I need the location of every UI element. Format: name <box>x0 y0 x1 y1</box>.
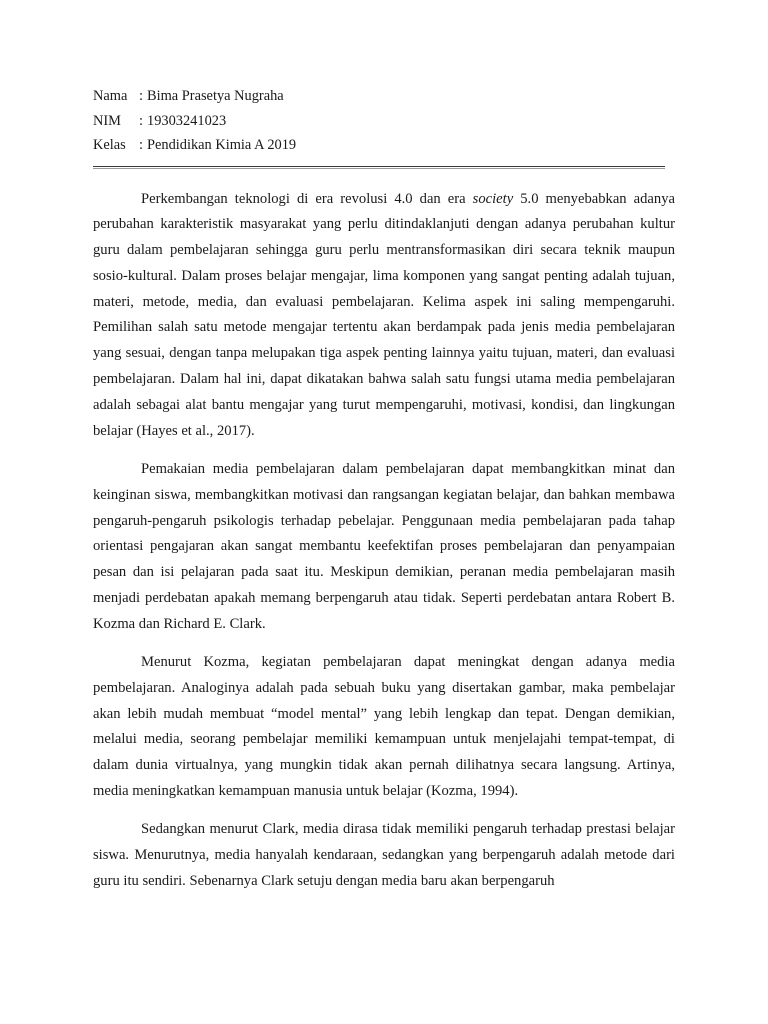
paragraph-1 <box>93 187 675 445</box>
name-separator: : <box>139 88 143 104</box>
nim-value: 19303241023 <box>147 112 227 129</box>
nim-label: NIM <box>93 112 121 129</box>
name-value: Bima Prasetya Nugraha <box>147 88 284 104</box>
paragraph-1-start: Perkembangan teknologi di era revolusi 4.0 dan era <box>141 190 473 207</box>
class-separator: : <box>139 137 143 153</box>
nim-separator: : <box>139 112 143 129</box>
paragraph-3: Menurut Kozma, kegiatan pembelajaran dapat meningkat dengan adanya media pembelajaran. Analoginya adalah pada sebuah buku yang disertakan gambar, maka pembelajar akan lebih mudah membuat “model mental” yang lebih lengkap dan tepat. Dengan demikian, melalui media, seorang pembelajar memiliki kemampuan untuk menjelajahi tempat-tempat, di dalam dunia virtualnya, yang mungkin tidak akan pernah dilihatnya secara langsung. Artinya, media meningkatkan kemampuan manusia untuk belajar (Kozma, 1994). <box>93 654 675 800</box>
essay-body <box>93 187 675 895</box>
paragraph-2: Pemakaian media pembelajaran dalam pembelajaran dapat membangkitkan minat dan keinginan siswa, membangkitkan motivasi dan rangsangan kegiatan belajar, dan bahkan membawa pengaruh-pengaruh psikologis terhadap pebelajar. Penggunaan media pembelajaran pada tahap orientasi pengajaran akan sangat membantu keefektifan proses pembelajaran dan penyampaian pesan dan isi pelajaran pada saat itu. Meskipun demikian, peranan media pembelajaran masih menjadi perdebatan apakah memang berpengaruh atau tidak. Seperti perdebatan antara Robert B. Kozma dan Richard E. Clark. <box>93 460 675 632</box>
class-label: Kelas <box>93 137 126 153</box>
student-info-header <box>93 84 658 158</box>
paragraph-1-rest: 5.0 menyebabkan adanya perubahan karakteristik masyarakat yang perlu ditindaklanjuti dengan adanya perubahan kultur guru dalam pembelajaran sehingga guru perlu mentransformasikan diri secara teknik maupun sosio-kultural. Dalam proses belajar mengajar, lima komponen yang sangat penting adalah tujuan, materi, metode, media, dan evaluasi pembelajaran. Kelima aspek ini saling mempengaruhi. Pemilihan salah satu metode mengajar tertentu akan berdampak pada jenis media pembelajaran yang sesuai, dengan tanpa melupakan tiga aspek penting lainnya yaitu tujuan, materi, dan evaluasi pembelajaran. Dalam hal ini, dapat dikatakan bahwa salah satu fungsi utama media pembelajaran adalah sebagai alat bantu mengajar yang turut mempengaruhi, motivasi, kondisi, dan lingkungan belajar (Hayes et al., 2017). <box>93 190 675 439</box>
class-row <box>93 133 658 158</box>
name-label: Nama <box>93 88 128 104</box>
paragraph-1-italic-term: society <box>472 190 514 207</box>
name-row <box>93 84 658 109</box>
nim-row <box>93 109 658 134</box>
class-value: Pendidikan Kimia A 2019 <box>147 137 297 153</box>
header-divider <box>93 166 665 167</box>
paragraph-4: Sedangkan menurut Clark, media dirasa tidak memiliki pengaruh terhadap prestasi belajar siswa. Menurutnya, media hanyalah kendaraan, sedangkan yang berpengaruh adalah metode dari guru itu sendiri. Sebenarnya Clark setuju dengan media baru akan berpengaruh <box>93 821 675 889</box>
